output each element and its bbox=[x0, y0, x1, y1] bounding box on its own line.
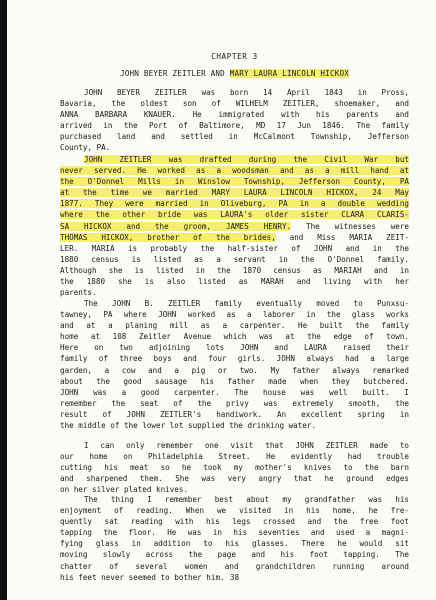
paragraph-4 bbox=[60, 440, 409, 495]
plain-text: The witnesses were bbox=[291, 221, 409, 231]
highlighted-text: never served. He worked as a woodsman and as a mill hand at bbox=[60, 166, 409, 176]
title-part-1: JOHN BEYER ZEITLER AND bbox=[119, 69, 230, 78]
text-line: Bavaria, the oldest son of WILHELM ZEITLER, shoemaker, and bbox=[60, 99, 409, 109]
text-line: chatter of several women and grandchildren running around bbox=[60, 561, 409, 571]
text-line: Here on two adjoining lots JOHN and LAURA raised their bbox=[60, 343, 409, 353]
text-line: I can only remember one visit that JOHN ZEITLER made to bbox=[84, 441, 409, 450]
text-line: County, PA. bbox=[60, 143, 111, 153]
paragraph-2 bbox=[60, 154, 409, 298]
page-number: 38 bbox=[229, 573, 240, 582]
text-line: and at a planing mill as a carpenter. He built the family bbox=[60, 321, 409, 331]
highlighted-text: where the other bride was LAURA's older sister CLARA CLARIS- bbox=[60, 210, 409, 220]
text-line: ANNA BARBARA KNAUER. He immigrated with his parents and bbox=[60, 110, 409, 120]
text-line: family of three boys and four girls. JOHN always had a large bbox=[60, 354, 409, 364]
chapter-title bbox=[60, 69, 409, 78]
highlighted-text: JOHN ZEITLER was drafted during the Civil War but bbox=[84, 155, 409, 164]
paragraph-5 bbox=[60, 494, 409, 583]
text-line bbox=[60, 209, 409, 220]
paragraph-1 bbox=[60, 87, 409, 154]
text-line: on her silver plated knives. bbox=[60, 485, 189, 495]
text-line bbox=[60, 165, 409, 176]
text-line bbox=[60, 176, 409, 187]
text-line: remember the seat of the privy was extremely smooth, the bbox=[60, 398, 409, 408]
text-line: purchased land and settled in McCalmont Township, Jefferson bbox=[60, 132, 409, 142]
text-line: cutting his meat so he took my mother's knives to the barn bbox=[60, 463, 409, 473]
scan-edge bbox=[0, 0, 7, 600]
highlighted-text: SA HICKOX and the groom, JAMES HENRY. bbox=[60, 221, 292, 231]
chapter-heading: CHAPTER 3 bbox=[211, 52, 258, 61]
highlighted-text: THOMAS HICKOX, brother of the brides, bbox=[60, 232, 276, 242]
text-line: JOHN was a good carpenter. The house was well built. I bbox=[60, 387, 409, 397]
text-line: enjoyment of reading. When we visited in his home, he fre- bbox=[60, 506, 409, 516]
text-line bbox=[60, 154, 409, 165]
text-line: quently sat reading with his legs crossed and the free foot bbox=[60, 517, 409, 527]
text-line: Although she is listed in the 1870 census as MARIAH and in bbox=[60, 265, 409, 275]
highlighted-text: 1877. They were married in Oliveburg, PA in a double wedding bbox=[60, 199, 409, 209]
text-line: The thing I remember best about my grandfather was his bbox=[84, 495, 409, 504]
text-line: 1880 census is listed as a servant in the O'Donnel family. bbox=[60, 254, 409, 264]
text-line: home at 108 Zeitler Avenue which was at the edge of town. bbox=[60, 332, 409, 342]
text-line: The JOHN B. ZEITLER family eventually moved to Punxsu- bbox=[84, 299, 409, 308]
text-line: JOHN BEYER ZEITLER was born 14 April 1843 in Pross, bbox=[84, 88, 409, 97]
paragraph-3 bbox=[60, 298, 409, 431]
text-line: about the good sausage his father made when they butchered. bbox=[60, 376, 409, 386]
text-line bbox=[60, 187, 409, 198]
text-line: fying glass in addition to his glasses. There he would sit bbox=[60, 539, 409, 549]
text-line: the middle of the lower lot supplied the drinking water. bbox=[60, 421, 317, 431]
text-line: parents. bbox=[60, 288, 97, 298]
text-line bbox=[60, 221, 409, 232]
text-line: garden, a cow and a pig or two. My father always remarked bbox=[60, 365, 409, 375]
text-line: moving slowly across the page and his foot tapping. The bbox=[60, 550, 409, 560]
text-line bbox=[60, 198, 409, 209]
text-line: arrived in the Port of Baltimore, MD 17 Jun 1846. The family bbox=[60, 121, 409, 131]
text-line: the 1880 she is also listed as MARAH and living with her bbox=[60, 277, 409, 287]
text-line: his feet never seemed to bother him. bbox=[60, 572, 225, 582]
text-line: LER. MARIA is probably the half-sister of JOHN and in the bbox=[60, 243, 409, 253]
text-line: tawney, PA where JOHN worked as a laborer in the glass works bbox=[60, 310, 409, 320]
highlighted-text: the O'Donnel Mills in Winslow Township, Jefferson County, PA bbox=[60, 177, 409, 187]
text-line: result of JOHN ZEITLER's handiwork. An excellent spring in bbox=[60, 409, 409, 419]
text-line bbox=[60, 232, 409, 243]
text-line: our home on Philadelphia Street. He evidently had trouble bbox=[60, 452, 409, 462]
title-highlighted-name: MARY LAURA LINCOLN HICKOX bbox=[229, 69, 350, 78]
text-line: tapping the floor. He was in his seventies and used a magni- bbox=[60, 528, 409, 538]
text-line: and sharpened them. She was very angry that he ground edges bbox=[60, 474, 409, 484]
highlighted-text: at the time we married MARY LAURA LINCOLN HICKOX, 24 May bbox=[60, 188, 409, 198]
plain-text: and Miss MARIA ZEIT- bbox=[275, 232, 409, 242]
